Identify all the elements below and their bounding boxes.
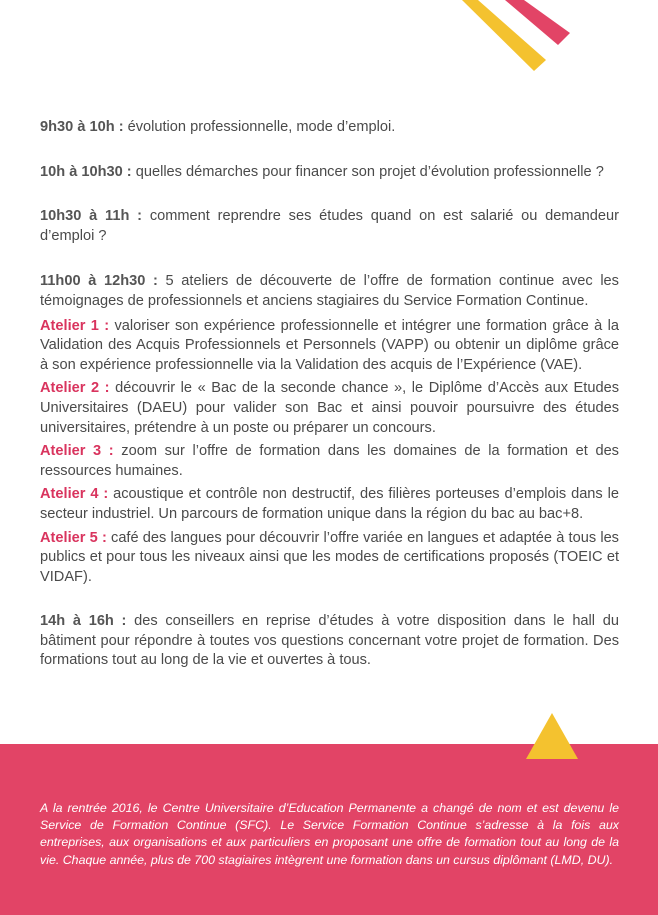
program-schedule bbox=[40, 115, 619, 671]
atelier-item bbox=[40, 379, 619, 438]
schedule-text: 5 ateliers de découverte de l’offre de formation continue avec les témoignages de professionnels et anciens stagiaires du Service Formation Continue. bbox=[40, 273, 619, 309]
atelier-text: valoriser son expérience professionnelle et intégrer une formation grâce à la Validation des Acquis Professionnels et Personnels (VAPP) ou obtenir un diplôme grâce à son expérience professionnelle via la Validation des acquis de l’Expérience (VAE). bbox=[40, 317, 620, 373]
schedule-time: 11h00 à 12h30 : bbox=[40, 273, 158, 290]
atelier-item bbox=[40, 529, 619, 588]
footer-text: A la rentrée 2016, le Centre Universitaire d’Education Permanente a changé de nom et est devenu le Service de Formation Continue (SFC). Le Service Formation Continue s’adresse à la fois aux entreprises, aux organisations et aux particuliers en proposant une offre de formation tout au long de la vie. Chaque année, plus de 700 stagiaires intègrent une formation dans un cursus diplômant (LMD, DU). bbox=[40, 801, 619, 867]
schedule-item bbox=[40, 163, 619, 183]
atelier-text: acoustique et contrôle non destructif, des filières porteuses d’emplois dans le secteur industriel. Un parcours de formation unique dans la région du bac au bac+8. bbox=[40, 486, 619, 522]
schedule-time: 10h30 à 11h : bbox=[40, 208, 143, 225]
atelier-label: Atelier 2 : bbox=[40, 380, 110, 397]
schedule-item bbox=[40, 207, 619, 246]
schedule-time: 9h30 à 10h : bbox=[40, 119, 124, 135]
yellow-triangle bbox=[526, 713, 578, 759]
schedule-text: des conseillers en reprise d’études à votre disposition dans le hall du bâtiment pour répondre à toutes vos questions concernant votre projet de formation. Des formations tout au long de la vie et ouvertes à tous. bbox=[40, 613, 619, 669]
atelier-label: Atelier 5 : bbox=[40, 529, 107, 546]
schedule-text: évolution professionnelle, mode d’emploi. bbox=[123, 119, 396, 135]
atelier-item bbox=[40, 485, 619, 524]
atelier-label: Atelier 1 : bbox=[40, 317, 110, 334]
schedule-time: 10h à 10h30 : bbox=[40, 163, 132, 180]
schedule-time: 14h à 16h : bbox=[40, 613, 127, 630]
decorative-stripes bbox=[0, 0, 658, 80]
atelier-item bbox=[40, 442, 619, 481]
atelier-label: Atelier 4 : bbox=[40, 486, 109, 503]
atelier-label: Atelier 3 : bbox=[40, 443, 114, 460]
schedule-text: comment reprendre ses études quand on est salarié ou demandeur d’emploi ? bbox=[40, 208, 619, 244]
atelier-item bbox=[40, 317, 619, 376]
atelier-text: zoom sur l’offre de formation dans les domaines de la formation et des ressources humaines. bbox=[40, 443, 619, 479]
schedule-text: quelles démarches pour financer son projet d’évolution professionnelle ? bbox=[131, 163, 604, 180]
schedule-item bbox=[40, 118, 619, 138]
schedule-item bbox=[40, 272, 619, 311]
schedule-item bbox=[40, 612, 619, 671]
triangle-shape bbox=[526, 713, 578, 759]
atelier-text: café des langues pour découvrir l’offre variée en langues et adaptée à tous les publics et pour tous les niveaux ainsi que les modes de certifications proposés (TOEIC et VIDAF). bbox=[40, 529, 619, 585]
atelier-text: découvrir le « Bac de la seconde chance », le Diplôme d’Accès aux Etudes Universitaires (DAEU) pour valider son Bac et ainsi pouvoir poursuivre des études universitaires, prétendre à un poste ou préparer un concours. bbox=[40, 380, 619, 436]
